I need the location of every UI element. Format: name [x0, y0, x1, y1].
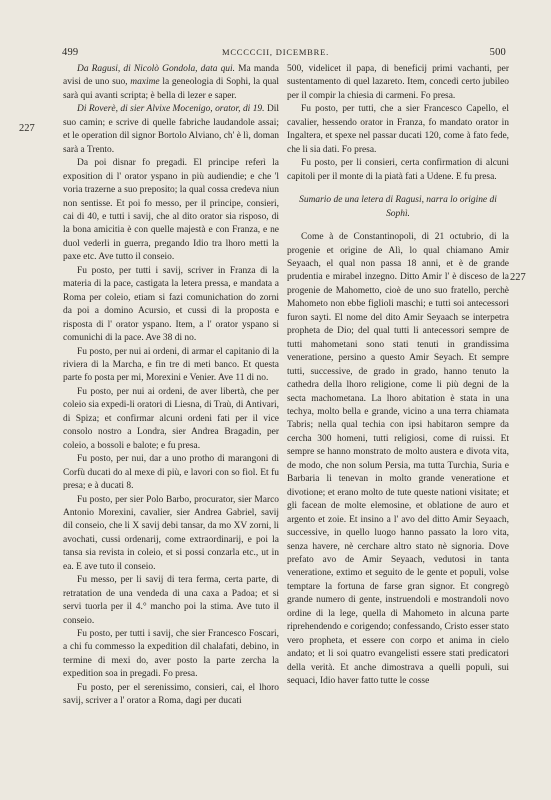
paragraph-tansa: Fu posto, per sier Polo Barbo, procurator, sier Marco Antonio Morexini, cavalier, sier Andrea Gabriel, savij dil conseio, che li X savij debi tansar, da mo XV zorni, li avochati, cussi ordenarij, come extraordinarij, e poi la tansa sia revista in coleio, et si possi conzarla etc., ut in ea. E ave tuto il conseio. — [63, 494, 279, 572]
paragraph-udene: Fu posto, per li consieri, certa confirmation di alcuni capitoli per il monte di la piatà fati a Udene. E fu presa. — [287, 158, 509, 182]
paragraph-ragusi: Da Ragusi, di Nicolò Gondola, data qui. Ma manda avisi de uno suo, maxime la geneologia di Sophi, la qual sarà qui avanti scripta; è bella di lezer e saper. — [63, 64, 279, 101]
paragraph-papa: 500, videlicet il papa, di beneficij primi vachanti, per sustentamento di quel lazareto. Item, concedi certo jubileo per il compir la chiesia di carmeni. Fo presa. — [287, 64, 509, 101]
paragraph-roma: Fu posto, per el serenissimo, consieri, cai, el lhoro savij, scriver a l' orator a Roma, dagi per ducati — [63, 682, 279, 707]
paragraph-armar: Fu posto, per nui ai ordeni, di armar el capitanio di la riviera di la Marcha, e fin tre di meti banco. Et questa parte fo posta per mi, Morexini e Venier. Ave 11 di no. — [63, 346, 279, 384]
paragraph-foscari: Fu posto, per tutti i savij, che sier Francesco Foscari, a chi fu commesso la expedition dil chalafati, debino, in termine di mexi do, aver posto la parte zercha la expedition soa in pregadi. Fo presa. — [63, 629, 279, 680]
paragraph-protho: Fu posto, per nui, dar a uno protho di marangoni di Corfù ducati do al mexe di più, e lavori con so fiol. Et fu presa; e à ducati 8. — [63, 454, 279, 492]
left-column — [63, 63, 279, 709]
page-number-right: 500 — [489, 47, 506, 58]
paragraph-franza: Fu posto, per tutti i savij, scriver in Franza di la materia di la pace, castigata la letera pressa, e mandata a Roma per coleio, etiam si fazi comunichation do zorni da poi a domino Acursio, et cussi di la proposta e risposta di l' orator yspano. Item, a l' orator yspano si comunichi di la pace. Ave 38 di no. — [63, 265, 279, 344]
paragraph-capello: Fu posto, per tutti, che a sier Francesco Capello, el cavalier, hessendo orator in Franza, fo mandato orator in Ingaltera, et spexe nel passar ducati 120, come à fato fede, che li sia dati. Fo presa. — [287, 104, 509, 155]
paragraph-rovere: Di Roverè, di sier Alvixe Mocenigo, orator, di 19. Dil suo camin; e scrive di quelle fabriche laudandole assai; et le operation dil signor Bortolo Alviano, ch' è lì, doman sarà a Trento. — [63, 104, 280, 155]
margin-number-right: 227 — [510, 272, 526, 283]
page-number-left: 499 — [62, 47, 79, 58]
right-column — [287, 63, 509, 688]
running-header: MCCCCCII, DICEMBRE. — [221, 47, 330, 57]
paragraph-sophi: Come à de Constantinopoli, di 21 octubrio, di la progenie et origine de Alì, lo qual chiamano Amir Seyaach, el qual non passa 18 anni, et è de grande prudentia e mirabel inzegno. Ditto Amir l' è disceso de la progenie de Mahometto, cioè de uno suo fratello, perchè Mahometo non ebbe figlioli maschi; e tutti soi antecessori furon sayti. El nome del dito Amir Seyaach se interpetra propheta de Dio; del qual tutti li antecessori sempre de tutti mahometani sono stati tenuti in grandissima veneratione, persino a questo Amir Seyach. Et sempre tutti, successive, de grado in grado, hanno tenuto la cathedra della lhoro religione, come li più degni de la secta machometana. La lhoro abitation è stata in una techya, molto bella e grande, vicino a una terra chiamata Tabris; nella qual techia con ipsi habitaron sempre da cercha 300 homeni, tutti religiosi, come di ruissi. Et sempre se hanno monstrato de molto austera e divota vita, de modo, che non solum Persia, ma tutta Turchia, Suria e Barbaria li tenevan in molto grande veneratione et divotione; et erano molto de tute queste nationi visitate; et gli facean de molte elemosine, et oblatione de auro et argento et zoie. Et insino a l' avo del ditto Amir Seyaach, successive, in quello luogo hanno passato la loro vita, senza havere, nè cerchare altro stato nè signoria. Dove prefato avo de Amir Seyaach, vedutosi in tanta veneratione, extimo et seguito de le gente et populi, volse temptare la fortuna de farse gran signor. Et congregò grande numero di gente, instruendoli e mostrandoli novo ordine di la lege, quella di Mahometo in alcuna parte riprehendendo e corigendo; confessando, Cristo esser stato vero propheta, et essere con corpo et anima in cielo andato; et li soi quatro evangelisti essere stati predicatori della verità. Et anche dimostrava a quelli populi, sui sequaci, Idio haver fatto tutte le cosse — [287, 232, 509, 687]
paragraph-oratori: Fu posto, per nui ai ordeni, de aver libertà, che per coleio sia expedi-li oratori di Liesna, di Traù, di Antivari, di Spiza; et confirmar alcuni ordeni fati per il vice consolo nostro a Londra, sier Andrea Bragadin, per coleio, a bossoli e balote; e fu presa. — [63, 386, 279, 451]
margin-number-left: 227 — [19, 123, 35, 134]
paragraph-padoa: Fu messo, per li savij di tera ferma, certa parte, di retratation de una vendeda di una caxa a Padoa; et si servi tuorla per il 4.° mancho poi la stima. Ave tuto il conseio. — [63, 575, 279, 626]
section-heading: Sumario de una letera di Ragusi, narra lo origine di Sophì. — [299, 195, 497, 219]
paragraph-pregadi: Da poi disnar fo pregadi. El principe referì la exposition di l' orator yspano in più audiendie; e che 'l voria trazerne a suo preposito; la qual cossa credeva niun non sentisse. Et poi fo messo, per il principe, consieri, cai di 40, e tutti i savij, che al dito orator sia risposo, di la bona amicitia è con quelle majestà e con Franza, e ne duol vederli in guerra, pregando Idio tra lhoro metti la paxe etc. Ave tutto il conseio. — [63, 158, 279, 263]
